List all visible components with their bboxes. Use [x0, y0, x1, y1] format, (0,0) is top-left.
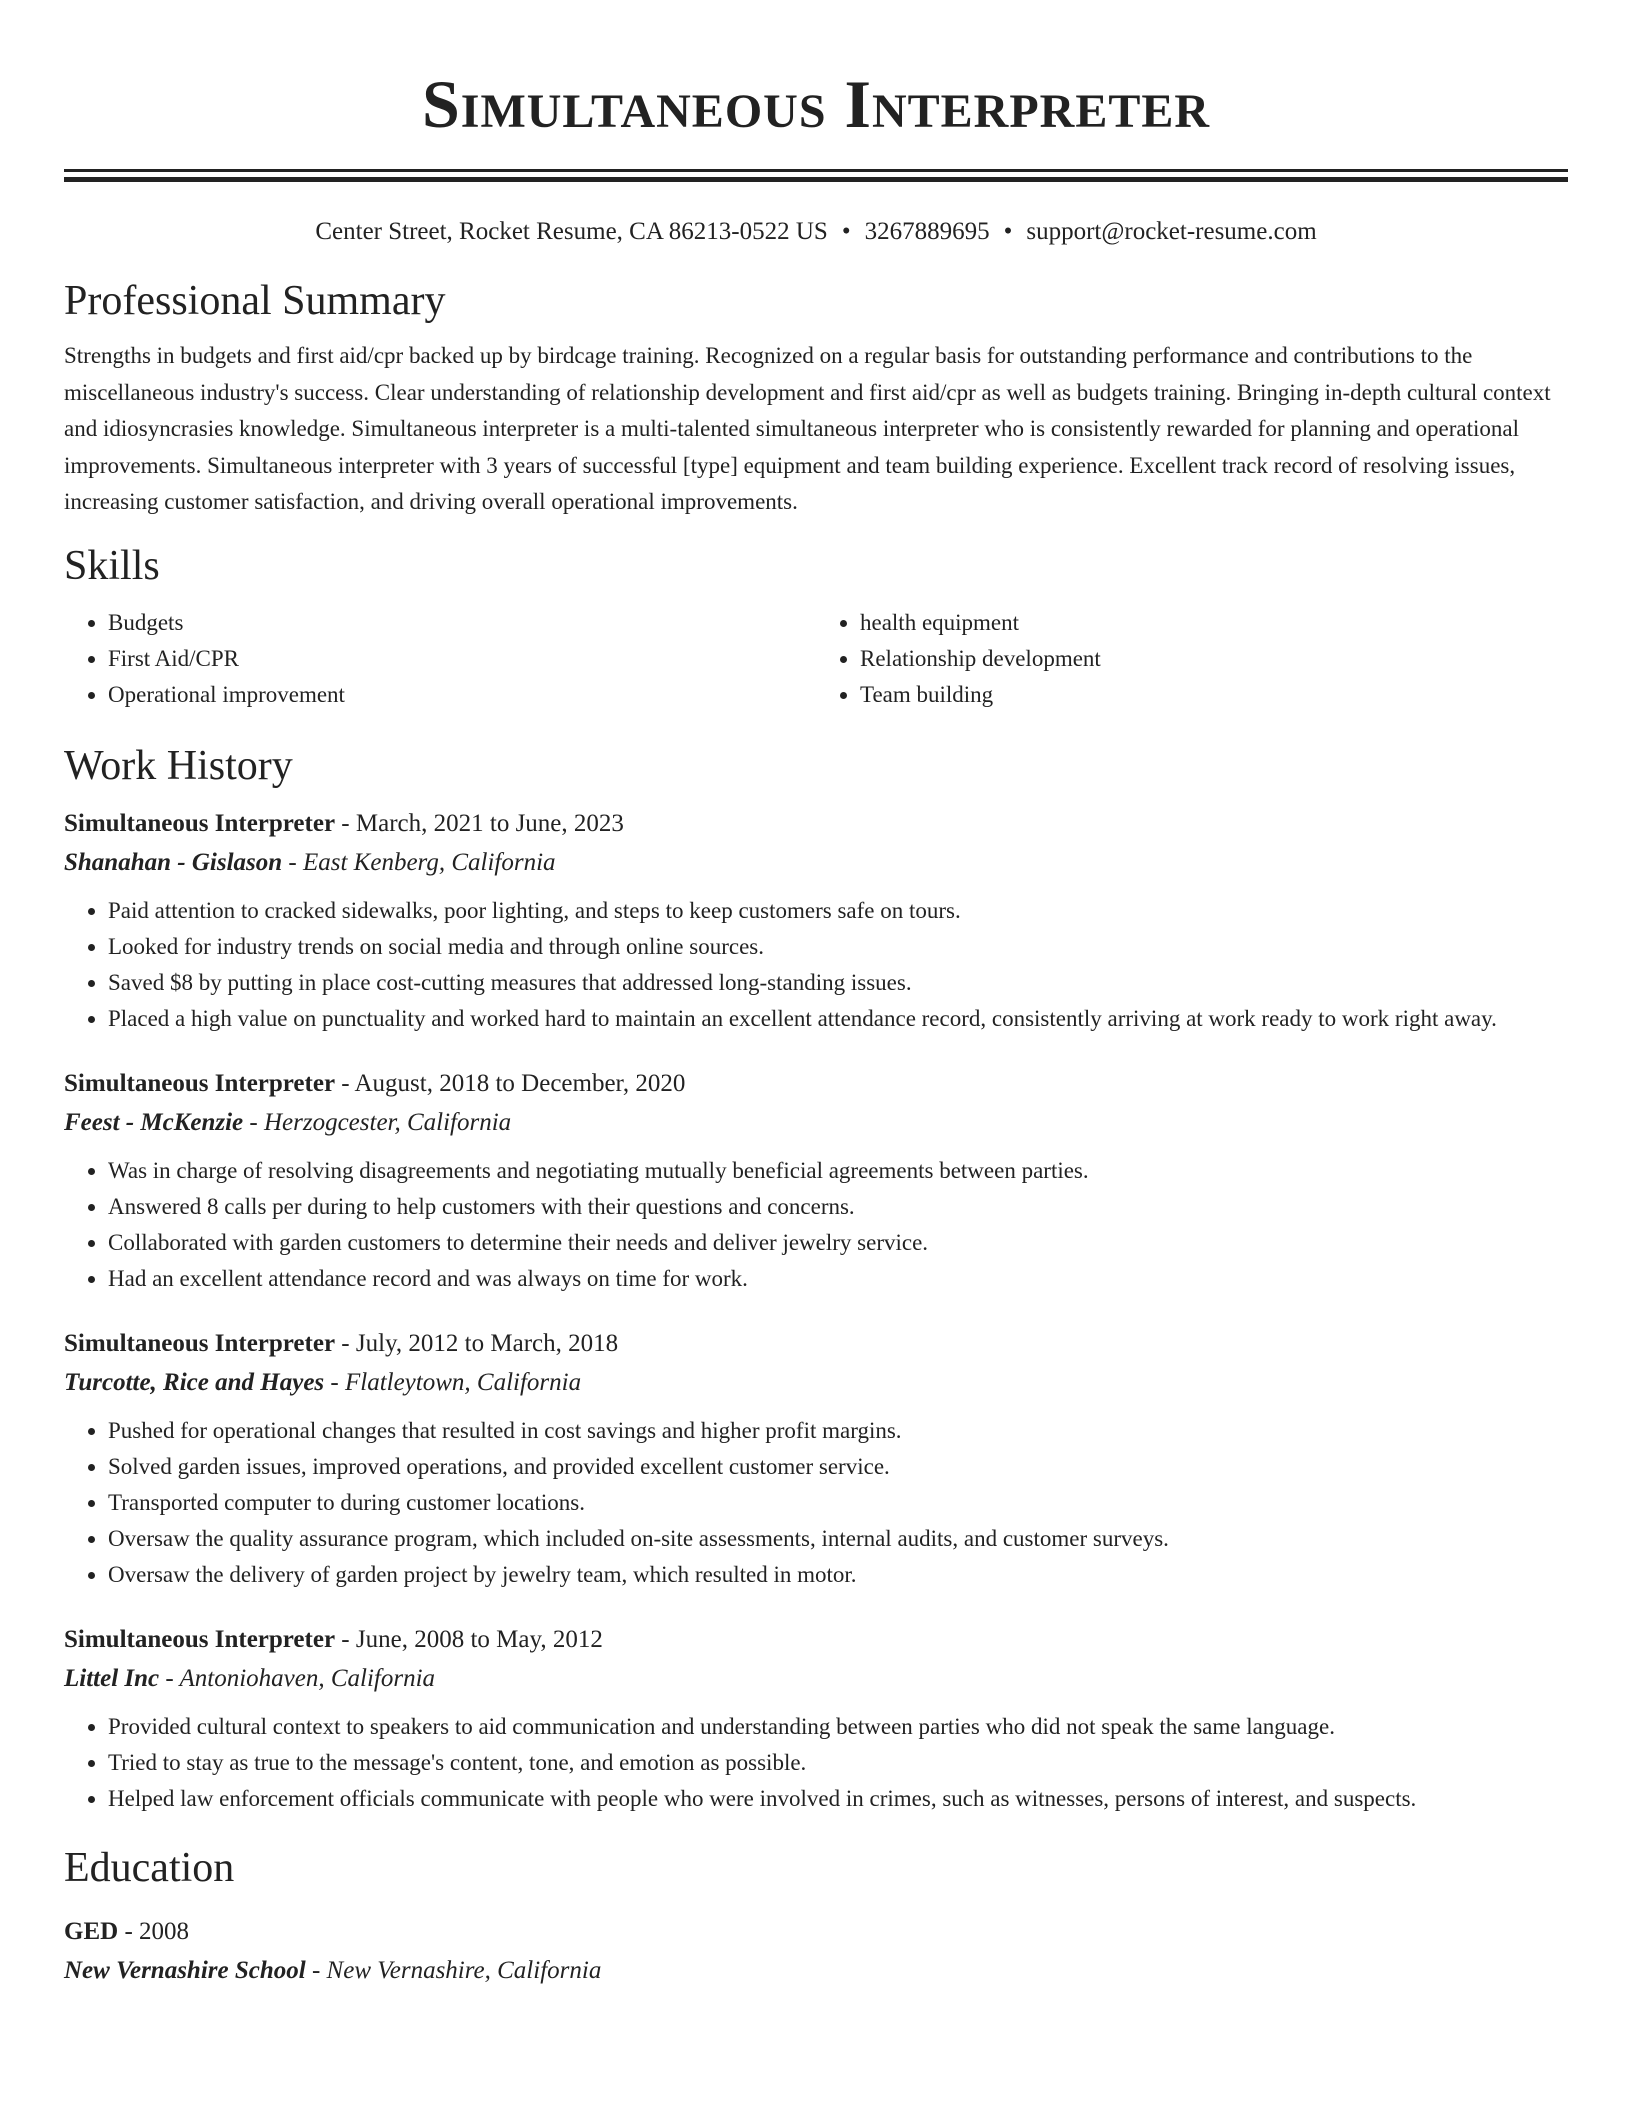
school-line: [64, 1951, 1568, 1991]
school-location: - New Vernashire, California: [305, 1956, 602, 1984]
summary-text: Strengths in budgets and first aid/cpr backed up by birdcage training. Recognized on a regular basis for outstanding performance and contributions to the miscellaneous industry's success. Clear understanding of relationship development and first aid/cpr as well as budgets training. Bringing in-depth cultural context and idiosyncrasies knowledge. Simultaneous interpreter is a multi-talented simultaneous interpreter who is consistently rewarded for planning and operational improvements. Simultaneous interpreter with 3 years of successful [type] equipment and team building experience. Excellent track record of resolving issues, increasing customer satisfaction, and driving overall operational improvements.: [64, 343, 1551, 514]
skills-column-left: [64, 605, 816, 713]
job-entry: [64, 1065, 1568, 1297]
job-bullets: [64, 1413, 1568, 1593]
job-dates: - March, 2021 to June, 2023: [335, 809, 624, 837]
resume-page: [64, 0, 1568, 1991]
job-company: Feest - McKenzie: [64, 1108, 244, 1136]
degree-year: - 2008: [118, 1917, 190, 1945]
education-heading: Education: [64, 1844, 235, 1891]
job-bullet: • Helped law enforcement officials communicate with people who were involved in crimes, such as witnesses, persons of interest, and suspects.: [108, 1781, 1568, 1817]
job-entry: [64, 1325, 1568, 1593]
degree: GED: [64, 1917, 119, 1945]
job-title: Simultaneous Interpreter: [64, 1069, 336, 1097]
job-dates: - July, 2012 to March, 2018: [335, 1329, 619, 1357]
job-bullet: • Solved garden issues, improved operations, and provided excellent customer service.: [108, 1449, 1568, 1485]
job-location: - East Kenberg, California: [282, 848, 556, 876]
job-title: Simultaneous Interpreter: [64, 1625, 336, 1653]
skills-heading: Skills: [64, 542, 160, 589]
contact-phone: 3267889695: [864, 218, 990, 245]
school-name: New Vernashire School: [64, 1956, 306, 1984]
job-dates: - August, 2018 to December, 2020: [335, 1069, 686, 1097]
job-title-line: [64, 1621, 1568, 1659]
job-bullet: • Oversaw the quality assurance program, which included on-site assessments, internal audits, and customer surveys.: [108, 1521, 1568, 1557]
job-bullet: • Provided cultural context to speakers to aid communication and understanding between parties who did not speak the same language.: [108, 1709, 1568, 1745]
job-title: Simultaneous Interpreter: [64, 809, 336, 837]
skill-item: • Relationship development: [860, 641, 1568, 677]
job-bullet: • Saved $8 by putting in place cost-cutting measures that addressed long-standing issues.: [108, 965, 1568, 1001]
skills-list: [64, 605, 1568, 713]
job-company: Shanahan - Gislason: [64, 848, 283, 876]
job-entry: [64, 1621, 1568, 1817]
job-location: - Antoniohaven, California: [159, 1664, 436, 1692]
job-company: Turcotte, Rice and Hayes: [64, 1368, 325, 1396]
contact-address: Center Street, Rocket Resume, CA 86213-0522 US: [315, 218, 828, 245]
job-title-line: [64, 1065, 1568, 1103]
job-company-line: [64, 1363, 1568, 1403]
work-history-heading: Work History: [64, 742, 293, 789]
job-bullet: • Pushed for operational changes that resulted in cost savings and higher profit margins.: [108, 1413, 1568, 1449]
job-company-line: [64, 1103, 1568, 1143]
job-company-line: [64, 1659, 1568, 1699]
skill-item: • health equipment: [860, 605, 1568, 641]
job-bullet: • Paid attention to cracked sidewalks, poor lighting, and steps to keep customers safe on tours.: [108, 893, 1568, 929]
job-bullet: • Placed a high value on punctuality and worked hard to maintain an excellent attendance record, consistently arriving at work ready to work right away.: [108, 1001, 1568, 1037]
skills-column-right: [816, 605, 1568, 713]
skill-item: • Team building: [860, 677, 1568, 713]
job-location: - Flatleytown, California: [324, 1368, 582, 1396]
job-title: Simultaneous Interpreter: [64, 1329, 336, 1357]
job-bullet: • Transported computer to during customer locations.: [108, 1485, 1568, 1521]
job-location: - Herzogcester, California: [243, 1108, 512, 1136]
job-bullet: • Looked for industry trends on social media and through online sources.: [108, 929, 1568, 965]
job-bullet: • Collaborated with garden customers to determine their needs and deliver jewelry service.: [108, 1225, 1568, 1261]
job-entry: [64, 805, 1568, 1037]
skill-item: • First Aid/CPR: [108, 641, 816, 677]
job-bullet: • Oversaw the delivery of garden project by jewelry team, which resulted in motor.: [108, 1557, 1568, 1593]
skill-item: • Budgets: [108, 605, 816, 641]
resume-title: Simultaneous Interpreter: [421, 66, 1211, 142]
job-title-line: [64, 1325, 1568, 1363]
job-bullets: [64, 1153, 1568, 1297]
job-bullets: [64, 893, 1568, 1037]
degree-line: [64, 1913, 1568, 1951]
job-bullet: • Answered 8 calls per during to help customers with their questions and concerns.: [108, 1189, 1568, 1225]
job-bullet: • Had an excellent attendance record and was always on time for work.: [108, 1261, 1568, 1297]
title-rule-thin: [64, 169, 1568, 172]
contact-separator: •: [841, 218, 851, 245]
job-company-line: [64, 843, 1568, 883]
contact-line: [64, 216, 1568, 248]
contact-email[interactable]: support@rocket-resume.com: [1026, 218, 1317, 245]
job-bullet: • Was in charge of resolving disagreements and negotiating mutually beneficial agreements between parties.: [108, 1153, 1568, 1189]
summary-heading: Professional Summary: [64, 278, 446, 324]
job-title-line: [64, 805, 1568, 843]
contact-separator: •: [1003, 218, 1013, 245]
skill-item: • Operational improvement: [108, 677, 816, 713]
job-company: Littel Inc: [64, 1664, 160, 1692]
title-rule-thick: [64, 177, 1568, 182]
job-dates: - June, 2008 to May, 2012: [335, 1625, 603, 1653]
job-bullets: [64, 1709, 1568, 1817]
job-bullet: • Tried to stay as true to the message's content, tone, and emotion as possible.: [108, 1745, 1568, 1781]
education-entry: [64, 1913, 1568, 1991]
